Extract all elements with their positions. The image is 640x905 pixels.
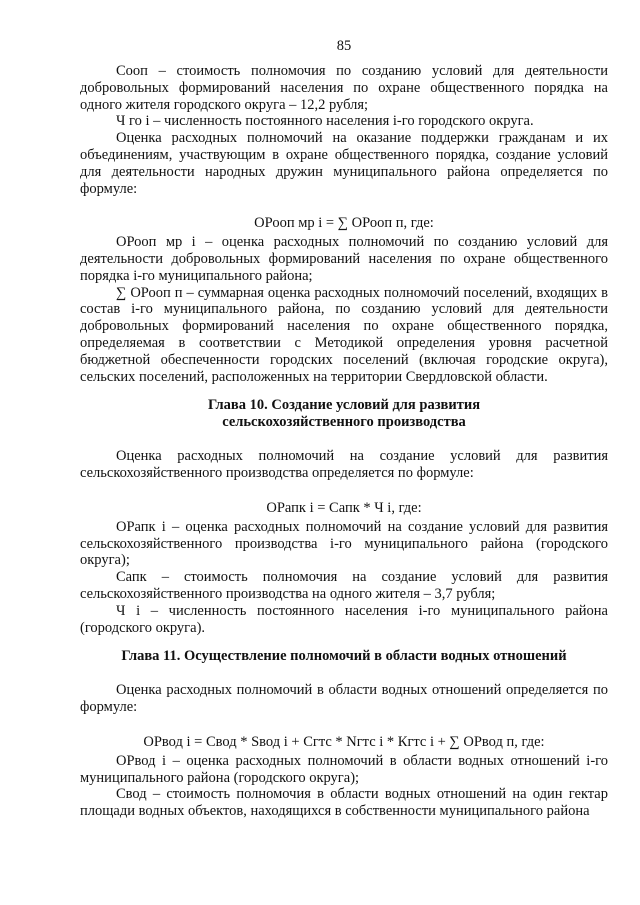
paragraph: Оценка расходных полномочий на создание условий для развития сельскохозяйственного производства определяется по формуле: bbox=[80, 448, 608, 482]
chapter-heading: Глава 11. Осуществление полномочий в области водных отношений bbox=[121, 648, 567, 665]
chapter-heading bbox=[80, 397, 608, 431]
paragraph: Сапк – стоимость полномочия на создание условий для развития сельскохозяйственного производства на одного жителя – 3,7 рубля; bbox=[80, 569, 608, 602]
chapter-heading-line: сельскохозяйственного производства bbox=[222, 414, 466, 431]
paragraph: Оценка расходных полномочий на оказание поддержки гражданам и их объединениям, участвующим в охране общественного порядка, создание условий для деятельности народных дружин муниципального района определяется по формуле: bbox=[80, 130, 608, 197]
formula: ОРвод i = Свод * Sвод i + Сгтс * Nгтс i * Кгтс i + ∑ ОРвод п, где: bbox=[143, 733, 545, 750]
paragraph: Свод – стоимость полномочия в области водных отношений на один гектар площади водных объектов, находящихся в собственности муниципального района bbox=[80, 786, 608, 820]
paragraph: Ч i – численность постоянного населения i-го муниципального района (городского округа). bbox=[80, 602, 608, 636]
paragraph: ОРвод i – оценка расходных полномочий в области водных отношений i-го муниципального района (городского округа); bbox=[80, 752, 608, 786]
paragraph: ∑ ОРооп п – суммарная оценка расходных полномочий поселений, входящих в состав i-го муниципального района, по созданию условий для деятельности добровольных формирований населения по охране общественного порядка, определяемая в соответствии с Методикой определения уровня расчетной бюджетной обеспеченности городских поселений (включая городские округа), сельских поселений, расположенных на территории Свердловской области. bbox=[80, 284, 608, 385]
paragraph: Сооп – стоимость полномочия по созданию условий для деятельности добровольных формирований населения по охране общественного порядка на одного жителя городского округа – 12,2 рубля; bbox=[80, 63, 608, 113]
paragraph: ОРапк i – оценка расходных полномочий на создание условий для развития сельскохозяйственного производства i-го муниципального района (городского округа); bbox=[80, 518, 608, 569]
formula: ОРооп мр i = ∑ ОРооп п, где: bbox=[254, 215, 434, 232]
paragraph: Оценка расходных полномочий в области водных отношений определяется по формуле: bbox=[80, 682, 608, 716]
chapter-heading-line: Глава 10. Создание условий для развития bbox=[207, 397, 481, 414]
paragraph: ОРооп мр i – оценка расходных полномочий по созданию условий для деятельности добровольных формирований населения по охране общественного порядка i-го муниципального района; bbox=[80, 234, 608, 284]
paragraph: Ч го i – численность постоянного населения i-го городского округа. bbox=[116, 113, 534, 130]
page-number: 85 bbox=[336, 38, 352, 54]
formula: ОРапк i = Сапк * Ч i, где: bbox=[266, 499, 422, 516]
